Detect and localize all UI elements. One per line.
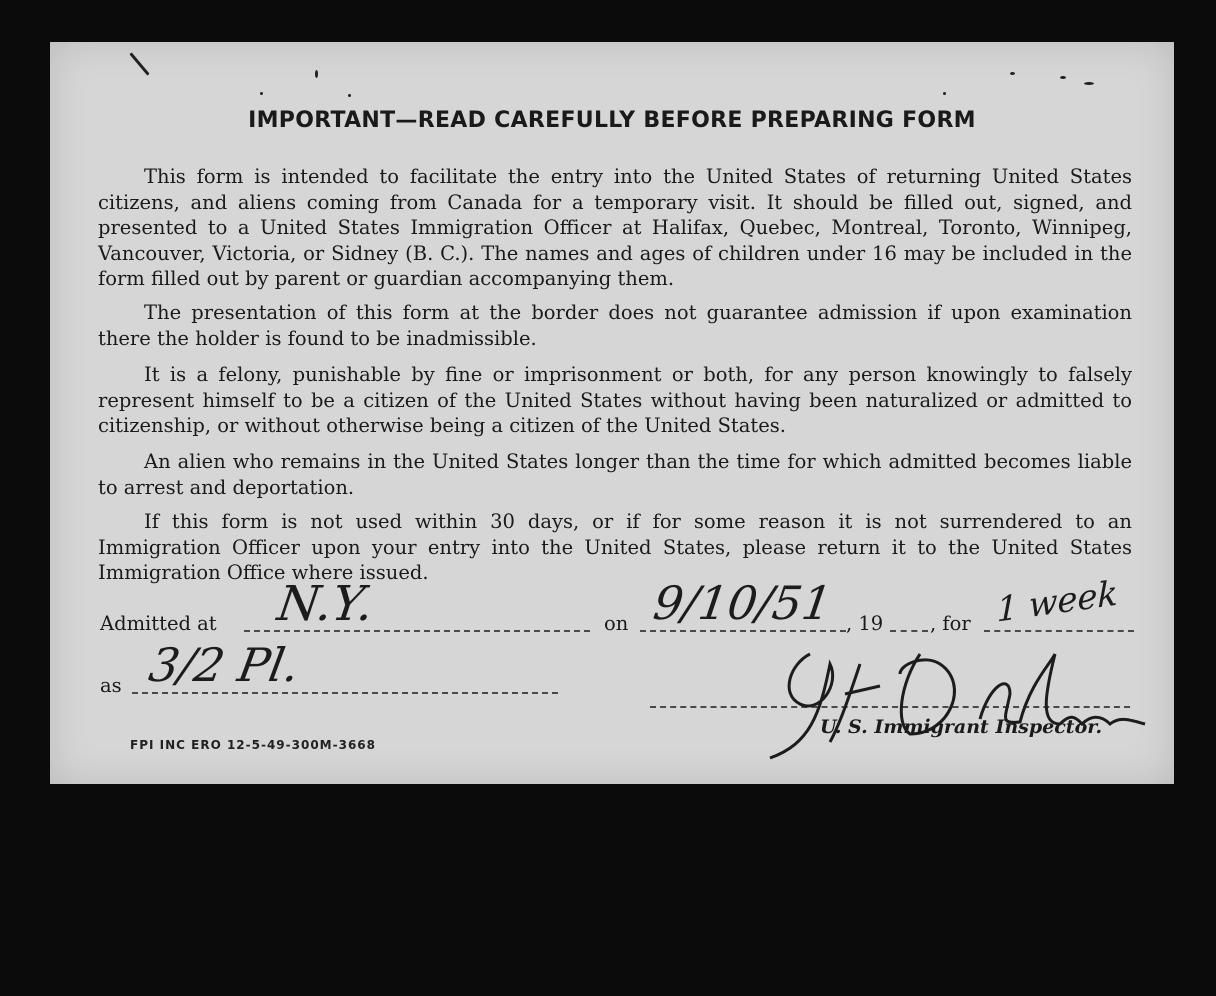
form-heading: IMPORTANT—READ CAREFULLY BEFORE PREPARING FORM <box>248 108 976 133</box>
as-line <box>132 692 558 694</box>
on-label: on <box>604 612 629 635</box>
admitted-at-value: N.Y. <box>274 576 377 632</box>
dust-mark <box>943 92 946 95</box>
for-label: , for <box>930 612 971 635</box>
paragraph-deportation-warning: An alien who remains in the United States longer than the time for which admitted becomes liable to arrest and deportation. <box>98 450 1132 499</box>
dust-mark <box>1010 72 1015 75</box>
dust-mark <box>1084 82 1094 85</box>
paragraph-purpose: This form is intended to facilitate the entry into the United States of returning United States citizens, and aliens coming from Canada for a temporary visit. It should be filled out, signed, and presented to a United States Immigration Officer at Halifax, Quebec, Montreal, Toronto, Winnipeg, Vancouver, Victoria, or Sidney (B. C.). The names and ages of children under 16 may be included in the form filled out by parent or guardian accompanying them. <box>98 165 1132 290</box>
dust-mark <box>315 70 318 78</box>
form-code: FPI INC ERO 12-5-49-300M-3668 <box>130 738 377 752</box>
admitted-at-label: Admitted at <box>100 612 217 635</box>
inspector-signature <box>750 624 1150 764</box>
class-value: 3/2 Pl. <box>145 638 304 692</box>
admission-form-card <box>50 42 1174 784</box>
dust-mark <box>348 94 351 97</box>
year-label: , 19 <box>846 612 884 635</box>
dust-mark <box>1060 76 1066 79</box>
dust-mark <box>129 52 149 75</box>
dust-mark <box>260 92 263 95</box>
as-label: as <box>100 674 122 697</box>
paragraph-felony-warning: It is a felony, punishable by fine or imprisonment or both, for any person knowingly to falsely represent himself to be a citizen of the United States without having been naturalized or admitted to citizenship, or without otherwise being a citizen of the United States. <box>98 363 1132 437</box>
date-value: 9/10/51 <box>650 576 836 630</box>
duration-value: 1 week <box>996 573 1118 631</box>
paragraph-admission-warning: The presentation of this form at the border does not guarantee admission if upon examination there the holder is found to be inadmissible. <box>98 301 1132 350</box>
paragraph-return-instructions: If this form is not used within 30 days, or if for some reason it is not surrendered to an Immigration Officer upon your entry into the United States, please return it to the United States Immigration Office where issued. <box>98 510 1132 584</box>
inspector-title: U. S. Immigrant Inspector. <box>820 716 1103 738</box>
